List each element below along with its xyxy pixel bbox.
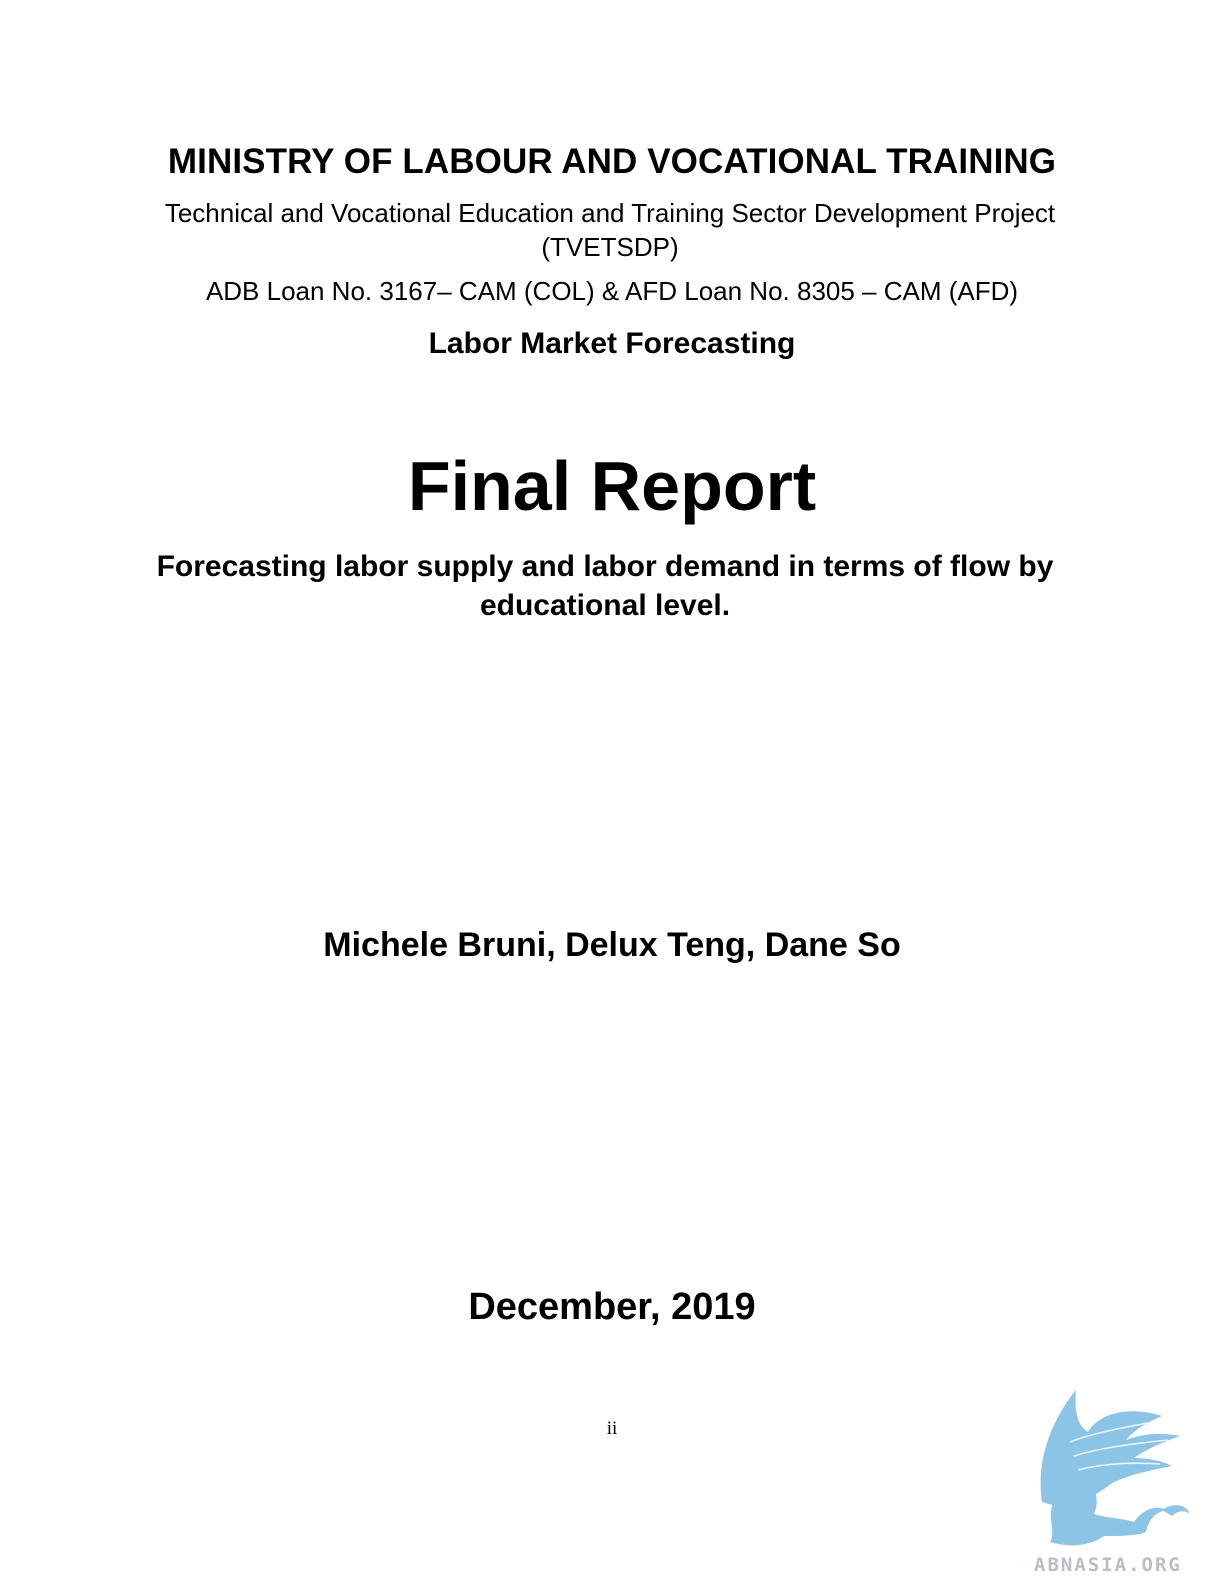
report-subtitle: Forecasting labor supply and labor demand in terms of flow by educational level. (156, 550, 1054, 622)
report-date: December, 2019 (468, 1286, 756, 1328)
griffin-logo-icon (1030, 1382, 1210, 1552)
project-name: Technical and Vocational Education and Training Sector Development Project (TVETSDP) (164, 198, 1056, 262)
watermark-text: ABNASIA.ORG (1034, 1554, 1182, 1576)
program-name: Labor Market Forecasting (428, 327, 796, 360)
ministry-heading: MINISTRY OF LABOUR AND VOCATIONAL TRAINING (167, 142, 1057, 181)
loan-numbers: ADB Loan No. 3167– CAM (COL) & AFD Loan No. 8305 – CAM (AFD) (205, 276, 1019, 306)
authors: Michele Bruni, Delux Teng, Dane So (323, 926, 901, 964)
report-title: Final Report (407, 447, 817, 525)
page-number: ii (606, 1418, 618, 1439)
